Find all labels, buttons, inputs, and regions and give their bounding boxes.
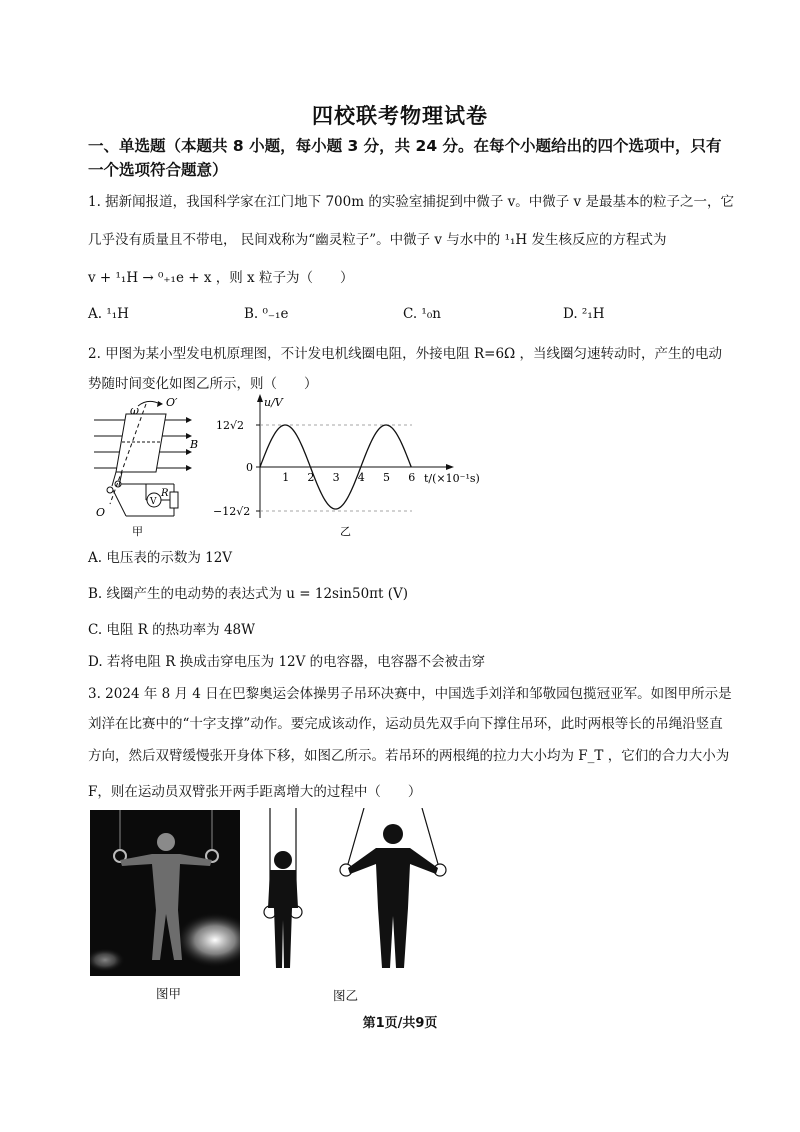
q2-line-1: 2. 甲图为某小型发电机原理图，不计发电机线圈电阻，外接电阻 R=6Ω ，当线圈匀速转动时，产生的电动 [88, 346, 723, 362]
q3-line-4: F，则在运动员双臂张开两手距离增大的过程中（ ） [88, 784, 422, 800]
voltmeter-label: V [150, 497, 157, 507]
t-tick-label: 4 [357, 471, 365, 484]
q1-option-b: B. ⁰₋₁e [244, 306, 289, 322]
o-label: O [96, 506, 106, 519]
page-footer: 第1页/共9页 [362, 1016, 438, 1031]
y-min-label: −12√2 [213, 505, 251, 518]
q1-option-d: D. ²₁H [563, 306, 605, 322]
q2-option-d: D. 若将电阻 R 换成击穿电压为 12V 的电容器，电容器不会被击穿 [88, 654, 486, 670]
gymnast-silhouettes [258, 808, 458, 978]
caption-right: 乙 [340, 525, 351, 538]
q2-option-b: B. 线圈产生的电动势的表达式为 u = 12sin50πt (V) [88, 586, 409, 602]
caption-silhouettes: 图乙 [333, 988, 359, 1003]
t-tick-label: 5 [383, 471, 390, 484]
q3-line-2: 刘洋在比赛中的“十字支撑”动作。要完成该动作，运动员先双手向下撑住吊环，此时两根等长的吊绳沿竖直 [88, 716, 723, 732]
page-title: 四校联考物理试卷 [312, 104, 488, 128]
oprime-label: O′ [166, 396, 178, 409]
gymnast-photo [90, 810, 240, 976]
q2-option-a: A. 电压表的示数为 12V [88, 550, 233, 566]
emf-graph [212, 394, 482, 540]
generator-diagram [86, 394, 206, 540]
zero-label: 0 [246, 461, 253, 474]
section-heading: 一、单选题（本题共 8 小题，每小题 3 分，共 24 分。在每个小题给出的四个选项中，只有一个选项符合题意） [88, 137, 722, 179]
t-axis-label: t/(×10⁻¹s) [424, 472, 480, 485]
caption-left: 甲 [132, 525, 143, 538]
q1-line-1: 1. 据新闻报道，我国科学家在江门地下 700m 的实验室捕捉到中微子 v。中微子 v 是最基本的粒子之一，它 [88, 194, 734, 210]
q1-line-3: v + ¹₁H → ⁰₊₁e + x ，则 x 粒子为（ ） [88, 270, 354, 286]
q3-line-3: 方向，然后双臂缓慢张开身体下移，如图乙所示。若吊环的两根绳的拉力大小均为 F_T ，它们的合力大小为 [88, 748, 730, 764]
t-tick-label: 6 [408, 471, 416, 484]
t-tick-label: 3 [332, 471, 340, 484]
caption-photo: 图甲 [156, 986, 182, 1001]
q2-option-c: C. 电阻 R 的热功率为 48W [88, 622, 256, 638]
q1-line-2: 几乎没有质量且不带电， 民间戏称为“幽灵粒子”。中微子 v 与水中的 ¹₁H 发生核反应的方程式为 [88, 232, 667, 248]
q1-option-a: A. ¹₁H [88, 306, 129, 322]
q2-line-2: 势随时间变化如图乙所示，则（ ） [88, 376, 318, 392]
resistor-label: R [161, 488, 169, 499]
q1-option-c: C. ¹₀n [403, 306, 441, 322]
t-tick-label: 1 [282, 471, 290, 484]
y-max-label: 12√2 [216, 419, 245, 432]
omega-label: ω [130, 404, 139, 417]
q3-line-1: 3. 2024 年 8 月 4 日在巴黎奥运会体操男子吊环决赛中，中国选手刘洋和邹敬园包揽冠亚军。如图甲所示是 [88, 686, 732, 702]
t-tick-label: 2 [307, 471, 315, 484]
field-b-label: B [190, 438, 199, 451]
u-axis-label: u/V [264, 396, 283, 409]
